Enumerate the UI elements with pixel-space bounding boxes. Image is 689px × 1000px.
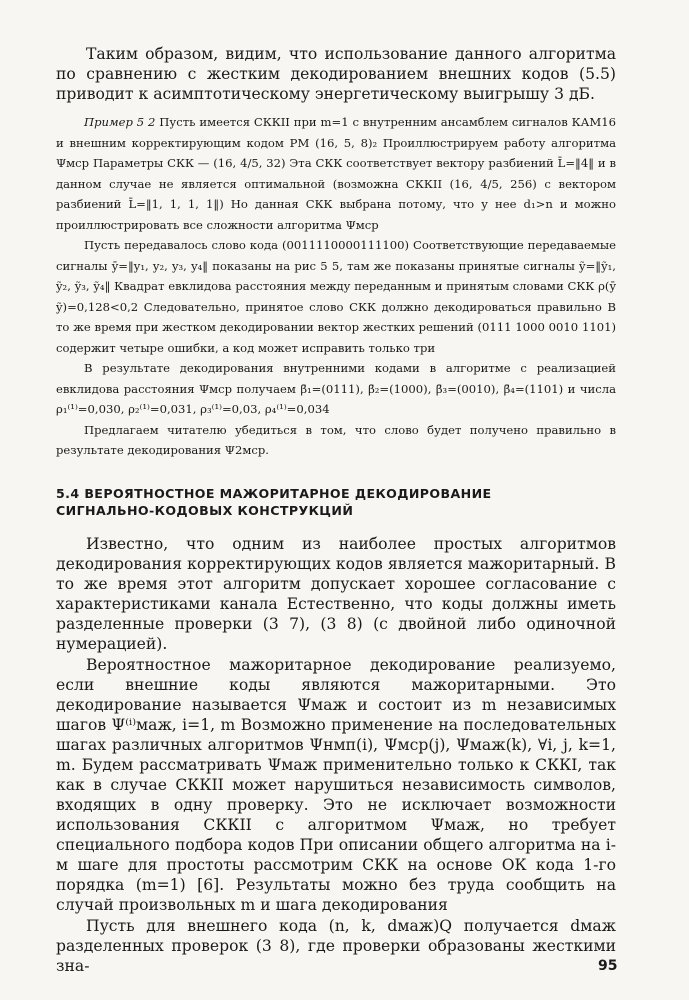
example-label: Пример 5 2	[84, 115, 156, 129]
section-number: 5.4	[56, 485, 80, 501]
section-title-line-2: СИГНАЛЬНО-КОДОВЫХ КОНСТРУКЦИЙ	[56, 502, 354, 518]
example-text-1: Пусть имеется СККII при m=1 с внутренним ансамблем сигналов КАМ16 и внешним корректирующим кодом РМ (16, 5, 8)₂ Проиллюстрируем работу алгоритма Ψмср Параметры СКК — (16, 4/5, 32) Эта СКК соответствует вектору разбиений L̄=‖4‖ и в данном случае не является оптимальной (возможна СККII (16, 4/5, 256) с вектором разбиений L̄=‖1, 1, 1, 1‖) Но данная СКК выбрана потому, что у нее d₁>n и можно проиллюстрировать все сложности алгоритма Ψмср	[56, 115, 616, 232]
section-heading	[56, 485, 616, 519]
example-paragraph-1	[56, 112, 616, 235]
page-number: 95	[598, 958, 618, 974]
example-paragraph-2: Пусть передавалось слово кода (0011110000111100) Соответствующие передаваемые сигналы ȳ=‖y₁, y₂, y₃, y₄‖ показаны на рис 5 5, там же показаны принятые сигналы ỹ=‖ỹ₁, ỹ₂, ỹ₃, ỹ₄‖ Квадрат евклидова расстояния между переданным и принятым словами СКК ρ(ȳ ỹ)=0,128<0,2 Следовательно, принятое слово СКК должно декодироваться правильно В то же время при жестком декодировании вектор жестких решений (0111 1000 0010 1101) содержит четыре ошибки, а код может исправить только три	[56, 238, 616, 355]
section-title-1: ВЕРОЯТНОСТНОЕ МАЖОРИТАРНОЕ ДЕКОДИРОВАНИЕ	[84, 485, 492, 501]
body-paragraph-2: Вероятностное мажоритарное декодирование реализуемо, если внешние коды являются мажоритарными. Это декодирование называется Ψмаж и состоит из m независимых шагов Ψ⁽ⁱ⁾маж, i=1, m Возможно применение на последовательных шагах различных алгоритмов Ψнмп(i), Ψмср(j), Ψмаж(k), ∀i, j, k=1, m. Будем рассматривать Ψмаж применительно только к СККI, так как в случае СККII может нарушиться независимость символов, входящих в одну проверку. Это не исключает возможности использования СККII с алгоритмом Ψмаж, но требует специального подбора кодов При описании общего алгоритма на i-м шаге для простоты рассмотрим СКК на основе ОК кода 1-го порядка (m=1) [6]. Результаты можно без труда сообщить на случай произвольных m и шага декодирования	[56, 655, 616, 914]
page-content	[56, 44, 616, 976]
body-paragraph-1: Известно, что одним из наиболее простых алгоритмов декодирования корректирующих кодов является мажоритарный. В то же время этот алгоритм допускает хорошее согласование с характеристиками канала Естественно, что коды должны иметь разделенные проверки (3 7), (3 8) (с двойной либо одиночной нумерацией).	[56, 534, 616, 653]
section-title-line-1	[56, 485, 616, 502]
intro-paragraph: Таким образом, видим, что использование данного алгоритма по сравнению с жестким декодированием внешних кодов (5.5) приводит к асимптотическому энергетическому выигрышу 3 дБ.	[56, 45, 616, 103]
example-paragraph-4: Предлагаем читателю убедиться в том, что слово будет получено правильно в результате декодирования Ψ2мср.	[56, 422, 616, 457]
body-paragraph-3: Пусть для внешнего кода (n, k, dмаж)Q получается dмаж разделенных проверок (3 8), где проверки образованы жесткими зна-	[56, 916, 616, 975]
example-paragraph-3: В результате декодирования внутренними кодами в алгоритме с реализацией евклидова расстояния Ψмср получаем β̄₁=(0111), β̄₂=(1000), β̄₃=(0010), β̄₄=(1101) и числа ρ₁⁽¹⁾=0,030, ρ₂⁽¹⁾=0,031, ρ₃⁽¹⁾=0,03, ρ₄⁽¹⁾=0,034	[56, 361, 616, 416]
